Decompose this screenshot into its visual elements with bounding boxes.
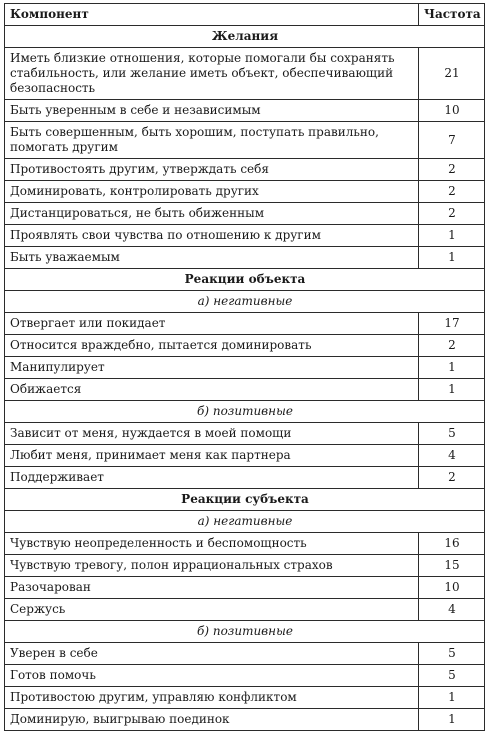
table-row	[5, 225, 485, 247]
frequency-cell: 5	[419, 423, 485, 445]
frequency-cell: 17	[419, 313, 485, 335]
table-header-row	[5, 4, 485, 26]
frequency-cell: 10	[419, 577, 485, 599]
component-cell: Иметь близкие отношения, которые помогали бы сохранять стабильность, или желание иметь объект, обеспечивающий безопасность	[5, 48, 419, 100]
table-row	[5, 122, 485, 159]
table-row	[5, 181, 485, 203]
frequency-cell: 1	[419, 247, 485, 269]
subsection-title: а) негативные	[5, 511, 485, 533]
component-cell: Сержусь	[5, 599, 419, 621]
table-row	[5, 100, 485, 122]
frequency-cell: 4	[419, 445, 485, 467]
table-row	[5, 555, 485, 577]
frequency-cell: 2	[419, 181, 485, 203]
table-row	[5, 203, 485, 225]
section-row	[5, 269, 485, 291]
subsection-title: б) позитивные	[5, 621, 485, 643]
frequency-cell: 1	[419, 709, 485, 731]
subsection-row	[5, 621, 485, 643]
column-header-component: Компонент	[5, 4, 419, 26]
table-row	[5, 335, 485, 357]
table-row	[5, 379, 485, 401]
section-row	[5, 26, 485, 48]
section-title: Реакции субъекта	[5, 489, 485, 511]
section-title: Реакции объекта	[5, 269, 485, 291]
subsection-row	[5, 401, 485, 423]
table-row	[5, 643, 485, 665]
frequency-cell: 1	[419, 687, 485, 709]
table-row	[5, 665, 485, 687]
table-row	[5, 247, 485, 269]
frequency-cell: 1	[419, 379, 485, 401]
component-cell: Разочарован	[5, 577, 419, 599]
subsection-row	[5, 291, 485, 313]
table-row	[5, 467, 485, 489]
frequency-cell: 2	[419, 335, 485, 357]
component-cell: Доминирую, выигрываю поединок	[5, 709, 419, 731]
component-cell: Быть уважаемым	[5, 247, 419, 269]
subsection-row	[5, 511, 485, 533]
table-row	[5, 687, 485, 709]
frequency-cell: 15	[419, 555, 485, 577]
component-cell: Дистанцироваться, не быть обиженным	[5, 203, 419, 225]
table-row	[5, 159, 485, 181]
table-row	[5, 445, 485, 467]
frequency-cell: 7	[419, 122, 485, 159]
table-row	[5, 48, 485, 100]
component-cell: Уверен в себе	[5, 643, 419, 665]
frequency-table	[4, 3, 485, 731]
frequency-cell: 4	[419, 599, 485, 621]
section-row	[5, 489, 485, 511]
table-row	[5, 423, 485, 445]
subsection-title: б) позитивные	[5, 401, 485, 423]
frequency-cell: 21	[419, 48, 485, 100]
frequency-cell: 2	[419, 203, 485, 225]
component-cell: Быть уверенным в себе и независимым	[5, 100, 419, 122]
table-row	[5, 599, 485, 621]
table-row	[5, 313, 485, 335]
table-row	[5, 709, 485, 731]
component-cell: Манипулирует	[5, 357, 419, 379]
component-cell: Противостою другим, управляю конфликтом	[5, 687, 419, 709]
component-cell: Чувствую неопределенность и беспомощность	[5, 533, 419, 555]
component-cell: Любит меня, принимает меня как партнера	[5, 445, 419, 467]
component-cell: Противостоять другим, утверждать себя	[5, 159, 419, 181]
frequency-cell: 1	[419, 357, 485, 379]
component-cell: Отвергает или покидает	[5, 313, 419, 335]
frequency-cell: 2	[419, 467, 485, 489]
component-cell: Готов помочь	[5, 665, 419, 687]
table-row	[5, 357, 485, 379]
frequency-cell: 1	[419, 225, 485, 247]
subsection-title: а) негативные	[5, 291, 485, 313]
column-header-frequency: Частота	[419, 4, 485, 26]
frequency-cell: 10	[419, 100, 485, 122]
table-row	[5, 577, 485, 599]
frequency-cell: 2	[419, 159, 485, 181]
component-cell: Проявлять свои чувства по отношению к другим	[5, 225, 419, 247]
table-row	[5, 533, 485, 555]
section-title: Желания	[5, 26, 485, 48]
component-cell: Доминировать, контролировать других	[5, 181, 419, 203]
component-cell: Быть совершенным, быть хорошим, поступать правильно, помогать другим	[5, 122, 419, 159]
frequency-cell: 5	[419, 643, 485, 665]
component-cell: Чувствую тревогу, полон иррациональных страхов	[5, 555, 419, 577]
component-cell: Зависит от меня, нуждается в моей помощи	[5, 423, 419, 445]
component-cell: Относится враждебно, пытается доминировать	[5, 335, 419, 357]
component-cell: Поддерживает	[5, 467, 419, 489]
component-cell: Обижается	[5, 379, 419, 401]
frequency-cell: 5	[419, 665, 485, 687]
frequency-cell: 16	[419, 533, 485, 555]
